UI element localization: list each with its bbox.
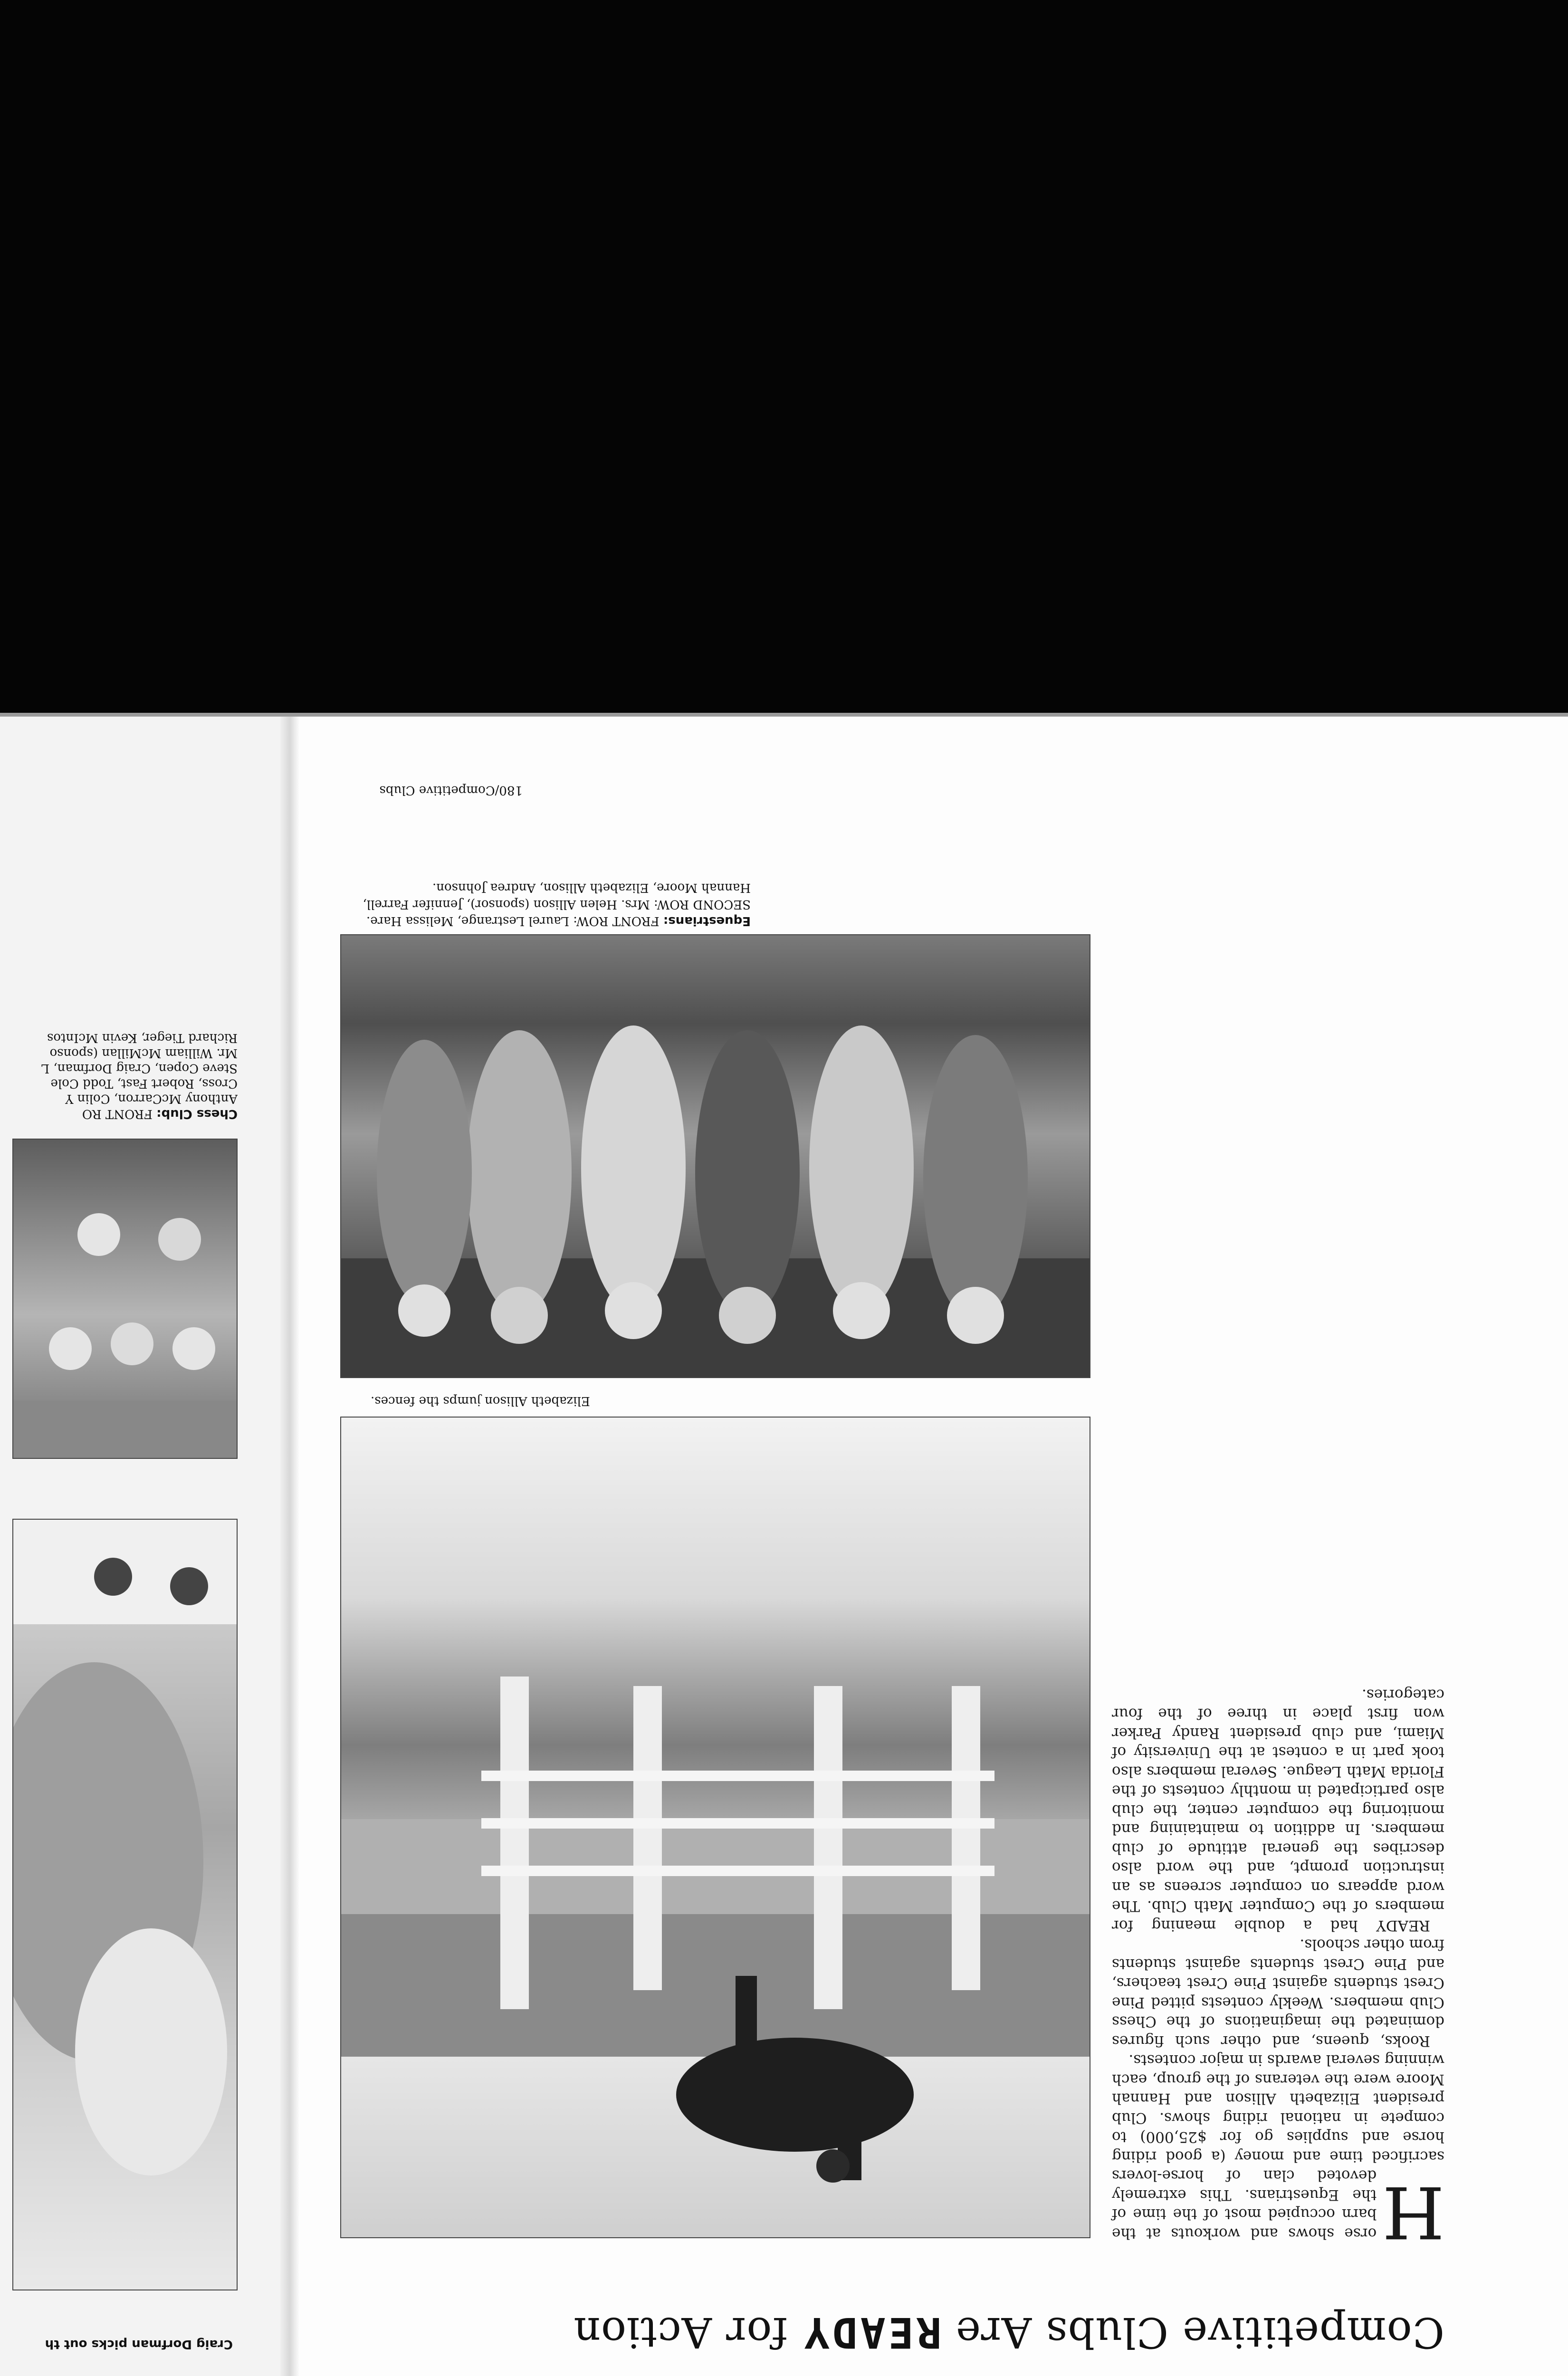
- craig-caption-text: Craig Dorfman picks out th: [45, 2337, 233, 2351]
- chess-caption-line-3: Cross, Robert Fast, Todd Cole: [50, 1076, 238, 1091]
- chess-caption-line-5: Mr. William McMillan (sponso: [49, 1046, 238, 1060]
- body-paragraph-1: orse shows and workouts at the barn occupied most of the time of the Equestrians. This extremely devoted clan of horse-lovers sacrificed time and money (a good riding horse and supplies go for $25,000) to compete in national riding shows. Club president Elizabeth Allison and Hannah Moore were the veterans of the group, each winning several awards in major contests.: [1112, 2051, 1444, 2242]
- equestrian-group-illustration: [341, 935, 1090, 1377]
- title-text-end: for Action: [573, 2308, 802, 2357]
- chess-caption-line-1: [0, 1106, 238, 1121]
- page-title: [573, 2308, 1444, 2357]
- chess-caption-line-2: Anthony McCarron, Colin Y: [65, 1092, 238, 1106]
- chess-caption-line-6: Richard Tieger, Kevin McIntos: [47, 1031, 238, 1045]
- chess-caption-line-1-text: FRONT RO: [82, 1107, 153, 1121]
- chess-club-photo: [12, 1139, 238, 1459]
- body-text: [1112, 1685, 1444, 2253]
- horse-jump-illustration: [341, 1418, 1090, 2237]
- craig-dorfman-photo: [12, 1519, 238, 2290]
- chess-caption-label: Chess Club:: [156, 1107, 238, 1121]
- craig-photo-caption: [5, 2336, 233, 2352]
- chess-club-illustration: [13, 1140, 237, 1458]
- title-text-start: Competitive Clubs Are: [941, 2308, 1444, 2357]
- horse-photo-caption: Elizabeth Allison jumps the fences.: [371, 1394, 590, 1408]
- body-paragraph-3: READY had a double meaning for members of the Computer Math Club. The word appears on computer screens as an instruction prompt, and the word also describes the general attitude of club members. In addition to maintaining and monitoring the computer center, the club also participated in monthly contests of the Florida Math League. Several members also took part in a contest at the University of Miami, and club president Randy Parker won first place in three of the four categories.: [1112, 1686, 1444, 1934]
- equestrian-caption-text: FRONT ROW: Laurel Lestrange, Melissa Hare. SECOND ROW: Mrs. Helen Allison (sponsor), Jennifer Farrell, Hannah Moore, Elizabeth Allison, Andrea Johnson.: [363, 881, 751, 928]
- chess-club-caption: [0, 1030, 238, 1121]
- scanner-black-strip: [0, 0, 1568, 713]
- horse-jump-photo: [340, 1417, 1090, 2238]
- drop-cap: H: [1382, 2170, 1444, 2253]
- body-paragraph-2: Rooks, queens, and other such figures dominated the imaginations of the Chess Club members. Weekly contests pitted Pine Crest students against Pine Crest teachers, and Pine Crest students against students from other schools.: [1112, 1936, 1444, 2050]
- equestrian-caption: [342, 879, 751, 929]
- title-ready-word: READY: [801, 2308, 942, 2357]
- equestrian-caption-label: Equestrians:: [663, 914, 751, 928]
- equestrian-group-photo: [340, 934, 1090, 1378]
- craig-dorfman-illustration: [13, 1520, 237, 2290]
- chess-caption-line-4: Steve Copen, Craig Dorfman, L: [41, 1061, 238, 1075]
- page-folio: 180/Competitive Clubs: [379, 783, 523, 797]
